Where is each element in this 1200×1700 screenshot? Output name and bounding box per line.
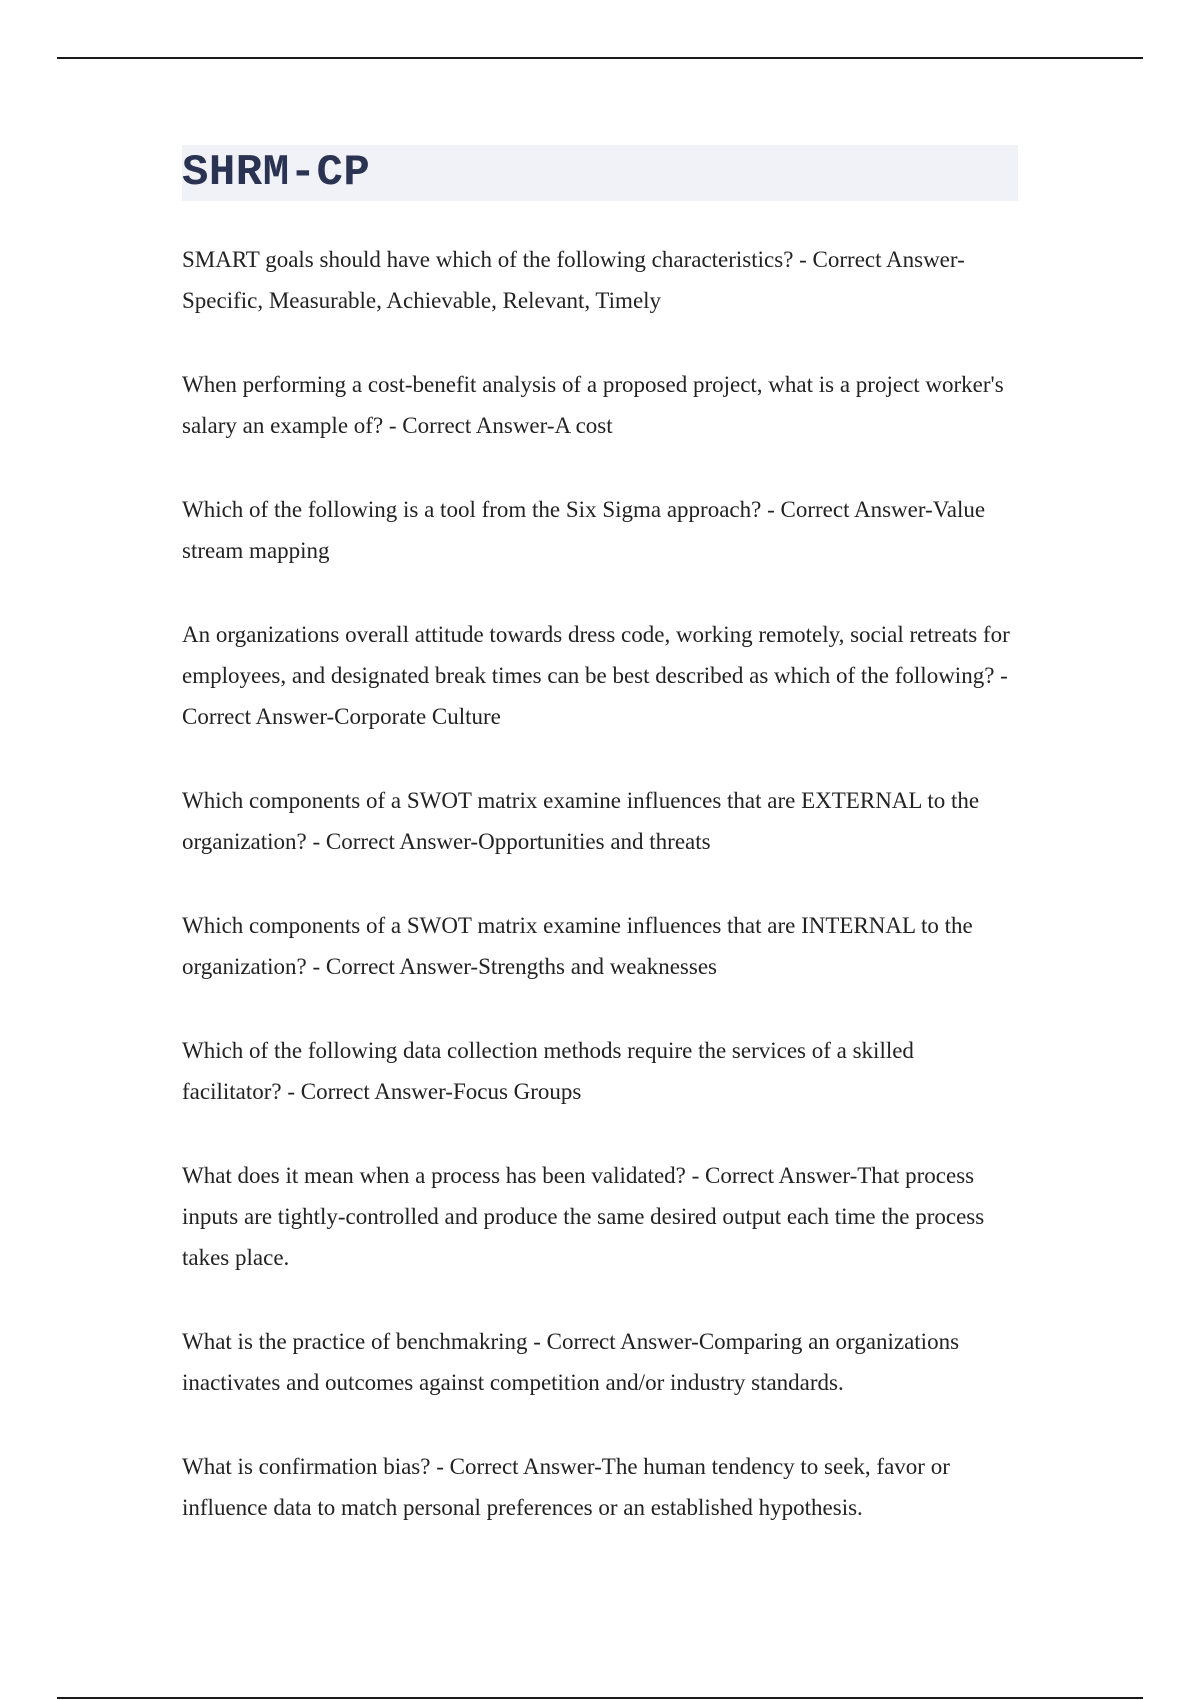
qa-item: SMART goals should have which of the following characteristics? - Correct Answer-Specific, Measurable, Achievable, Relevant, Timely: [182, 247, 965, 313]
qa-item: What does it mean when a process has been validated? - Correct Answer-That process inputs are tightly-controlled and produce the same desired output each time the process takes place.: [182, 1163, 985, 1270]
top-rule: [57, 57, 1143, 59]
bottom-rule: [57, 1697, 1143, 1699]
qa-item: When performing a cost-benefit analysis of a proposed project, what is a project worker's salary an example of? - Correct Answer-A cost: [182, 372, 1004, 438]
qa-item: An organizations overall attitude towards dress code, working remotely, social retreats for employees, and designated break times can be best described as which of the following? - Correct Answer-Corporate Culture: [182, 622, 1010, 729]
qa-item: Which of the following data collection methods require the services of a skilled facilitator? - Correct Answer-Focus Groups: [182, 1038, 914, 1104]
qa-item: What is confirmation bias? - Correct Answer-The human tendency to seek, favor or influence data to match personal preferences or an established hypothesis.: [182, 1454, 950, 1520]
qa-item: What is the practice of benchmakring - Correct Answer-Comparing an organizations inactivates and outcomes against competition and/or industry standards.: [182, 1329, 960, 1395]
qa-list: [182, 239, 1018, 1528]
qa-item: Which components of a SWOT matrix examine influences that are EXTERNAL to the organization? - Correct Answer-Opportunities and threats: [182, 788, 980, 854]
document-body: [182, 145, 1018, 1571]
document-title: SHRM-CP: [182, 148, 371, 198]
title-band: [182, 145, 1018, 201]
qa-item: Which components of a SWOT matrix examine influences that are INTERNAL to the organization? - Correct Answer-Strengths and weaknesses: [182, 913, 973, 979]
qa-item: Which of the following is a tool from the Six Sigma approach? - Correct Answer-Value stream mapping: [182, 497, 986, 563]
